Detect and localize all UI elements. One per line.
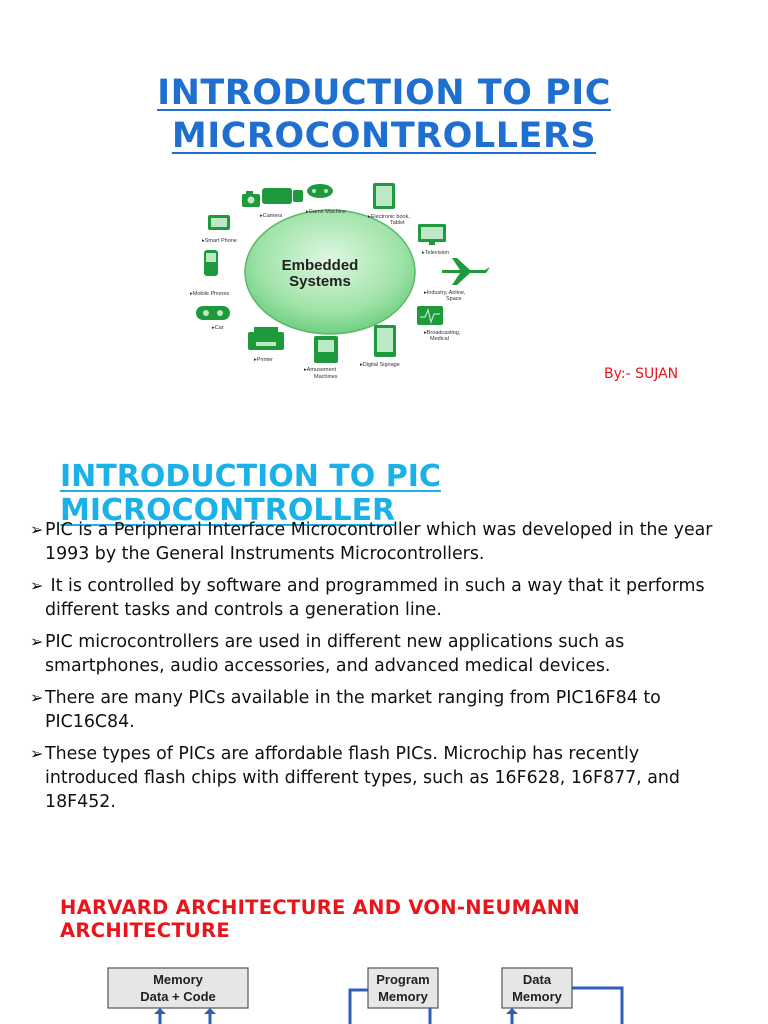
- center-label-line1: Embedded: [281, 257, 359, 274]
- mobile-phone-icon: [204, 250, 218, 276]
- up-arrow-icon: [204, 1008, 216, 1024]
- section-title-intro-line1: INTRODUCTION TO PIC: [60, 459, 441, 494]
- connector-line: [350, 990, 368, 1024]
- program-memory-line2: Memory: [378, 989, 428, 1004]
- bullet-text-line: PIC microcontrollers are used in different new applications such as: [45, 632, 625, 652]
- embedded-systems-diagram: [190, 180, 500, 385]
- page-title: [0, 72, 768, 158]
- signage-icon: [374, 325, 396, 357]
- up-arrow-icon: [506, 1008, 518, 1024]
- bullet-text-line: PIC is a Peripheral Interface Microcontroller which was developed in the year: [45, 520, 713, 540]
- section-title-architecture-line2: ARCHITECTURE: [60, 919, 230, 942]
- page-title-line1: INTRODUCTION TO PIC: [157, 73, 611, 113]
- bullet-text-line: 18F452.: [45, 792, 116, 812]
- smartphone-icon: [208, 215, 230, 230]
- arrow-bullet-icon: ➢: [30, 576, 44, 595]
- car-icon: [196, 306, 230, 320]
- connector-line: [572, 988, 622, 1024]
- architecture-diagram: [100, 960, 640, 1024]
- industry-label: ▸Industry, Airline,: [424, 290, 466, 296]
- television-icon: [418, 224, 446, 245]
- intro-bullet-list: [30, 518, 765, 822]
- bullet-text-line: different tasks and controls a generation line.: [45, 600, 442, 620]
- program-memory-line1: Program: [376, 972, 430, 987]
- section-title-architecture: [60, 896, 760, 942]
- section-title-intro-line2: MICROCONTROLLER: [60, 493, 396, 528]
- airplane-icon: [442, 258, 490, 285]
- bullet-text-line: 1993 by the General Instruments Microcontrollers.: [45, 544, 485, 564]
- tablet-icon: [373, 183, 395, 209]
- section-title-architecture-line1: HARVARD ARCHITECTURE AND VON-NEUMANN: [60, 896, 580, 919]
- bullet-item: [30, 574, 765, 622]
- industry-label-2: Space: [446, 296, 462, 302]
- up-arrow-icon: [154, 1008, 166, 1024]
- car-label: ▸Car: [212, 325, 224, 331]
- monitor-icon: [417, 306, 443, 325]
- memory-box-line1: Memory: [153, 972, 203, 987]
- ebook-label-2: Tablet: [390, 220, 405, 226]
- camera-icon: [242, 191, 260, 207]
- arrow-bullet-icon: ➢: [30, 744, 44, 763]
- data-memory-line1: Data: [522, 972, 552, 987]
- gamepad-icon: [307, 184, 333, 198]
- digital-signage-label: ▸Digital Signage: [360, 362, 400, 368]
- bullet-item: [30, 686, 765, 734]
- broadcasting-label-2: Medical: [430, 336, 449, 342]
- bullet-item: [30, 630, 765, 678]
- printer-label: ▸Printer: [254, 357, 273, 363]
- bullet-item: [30, 742, 765, 814]
- smart-phone-label: ▸Smart Phone: [202, 238, 237, 244]
- game-machine-label: ▸Game Machine: [306, 209, 347, 215]
- arrow-bullet-icon: ➢: [30, 520, 44, 539]
- bullet-text-line: PIC16C84.: [45, 712, 135, 732]
- television-label: ▸Television: [422, 250, 449, 256]
- camera-label: ▸Camera: [260, 213, 283, 219]
- ebook-label: ▸Electronic book,: [368, 214, 410, 220]
- bullet-text-line: smartphones, audio accessories, and advanced medical devices.: [45, 656, 611, 676]
- memory-box-line2: Data + Code: [140, 989, 216, 1004]
- center-label-line2: Systems: [289, 273, 351, 290]
- bullet-text-line: It is controlled by software and programmed in such a way that it performs: [45, 576, 705, 596]
- arrow-bullet-icon: ➢: [30, 632, 44, 651]
- printer-icon: [248, 327, 284, 350]
- author-label: By:- SUJAN: [604, 366, 679, 382]
- amusement-label-2: Machines: [314, 374, 338, 380]
- mobile-phones-label: ▸Mobile Phones: [190, 291, 230, 297]
- data-memory-line2: Memory: [512, 989, 562, 1004]
- bullet-text-line: There are many PICs available in the market ranging from PIC16F84 to: [45, 688, 661, 708]
- bullet-text-line: These types of PICs are affordable flash PICs. Microchip has recently: [45, 744, 640, 764]
- arcade-machine-icon: [314, 336, 338, 363]
- arrow-bullet-icon: ➢: [30, 688, 44, 707]
- bullet-item: [30, 518, 765, 566]
- page-title-line2: MICROCONTROLLERS: [171, 116, 597, 156]
- amusement-label: ▸Amusement: [304, 367, 337, 373]
- broadcasting-label: ▸Broadcasting,: [424, 330, 461, 336]
- bullet-text-line: introduced flash chips with different types, such as 16F628, 16F877, and: [45, 768, 680, 788]
- game-controller-icon: [262, 188, 303, 204]
